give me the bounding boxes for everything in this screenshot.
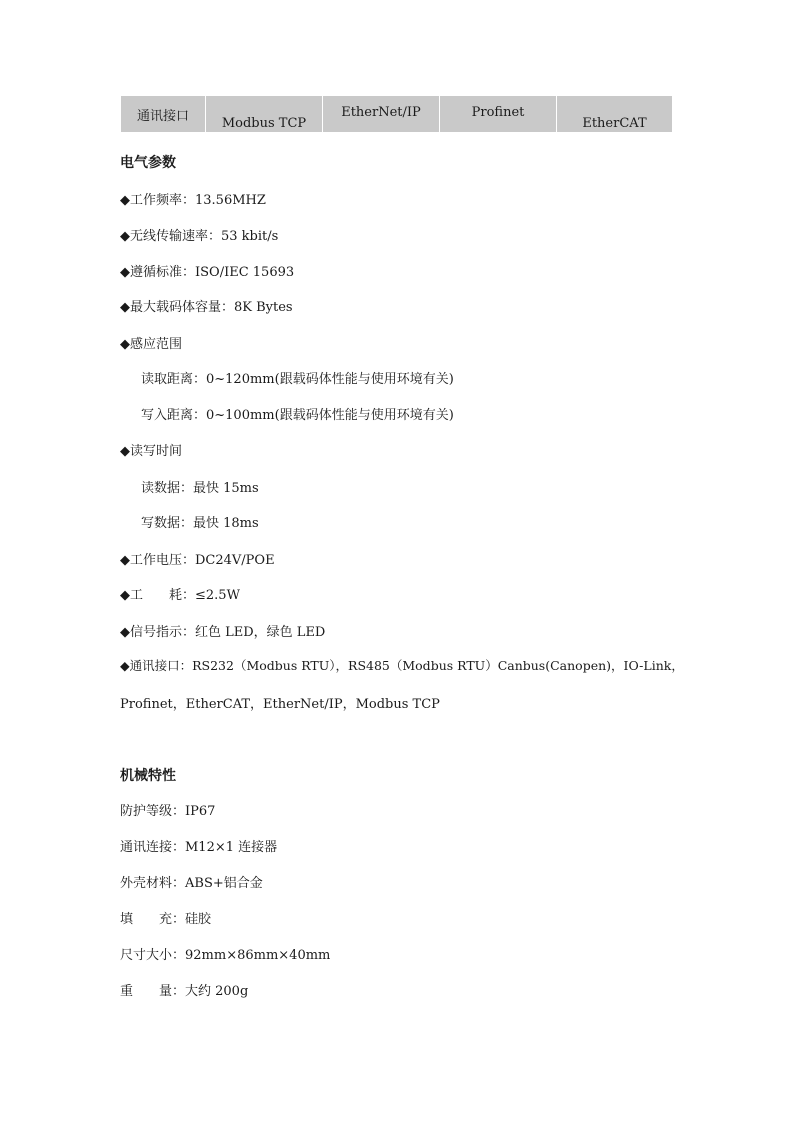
spec-line: ◆最大载码体容量：8K Bytes <box>120 300 293 315</box>
section-heading-electrical: 电气参数 <box>120 155 176 171</box>
spec-line: 防护等级：IP67 <box>120 804 216 819</box>
table-cell: Profinet <box>440 96 557 132</box>
spec-line: 尺寸大小：92mm×86mm×40mm <box>120 948 331 963</box>
table-cell: EtherNet/IP <box>323 96 440 132</box>
spec-line: ◆通讯接口：RS232（Modbus RTU），RS485（Modbus RTU）Canbus(Canopen)，IO-Link， <box>120 658 684 673</box>
spec-line: 重 量：大约 200g <box>120 984 249 999</box>
spec-line: 外壳材料：ABS+铝合金 <box>120 876 263 891</box>
spec-line: ◆工作电压：DC24V/POE <box>120 553 275 568</box>
spec-line: ◆工 耗：≤2.5W <box>120 588 240 603</box>
interface-table <box>121 96 672 132</box>
spec-line: ◆工作频率：13.56MHZ <box>120 193 266 208</box>
table-cell: EtherCAT <box>582 116 647 131</box>
spec-line: ◆无线传输速率：53 kbit/s <box>120 229 279 244</box>
spec-line: 通讯连接：M12×1 连接器 <box>120 840 278 855</box>
spec-line: 填 充：硅胶 <box>120 912 212 927</box>
spec-line: ◆读写时间 <box>120 444 182 459</box>
spec-line: ◆感应范围 <box>120 337 182 352</box>
spec-line: ◆遵循标准：ISO/IEC 15693 <box>120 265 295 280</box>
section-heading-mechanical: 机械特性 <box>120 768 176 784</box>
spec-subline: 读取距离：0~120mm(跟载码体性能与使用环境有关) <box>141 372 454 387</box>
table-cell: 通讯接口 <box>121 96 206 132</box>
table-cell: Modbus TCP <box>206 96 323 132</box>
spec-line: Profinet，EtherCAT，EtherNet/IP，Modbus TCP <box>120 697 440 712</box>
spec-line: ◆信号指示：红色 LED，绿色 LED <box>120 625 326 640</box>
spec-subline: 写数据：最快 18ms <box>141 516 259 531</box>
spec-subline: 写入距离：0~100mm(跟载码体性能与使用环境有关) <box>141 408 454 423</box>
spec-subline: 读数据：最快 15ms <box>141 481 259 496</box>
